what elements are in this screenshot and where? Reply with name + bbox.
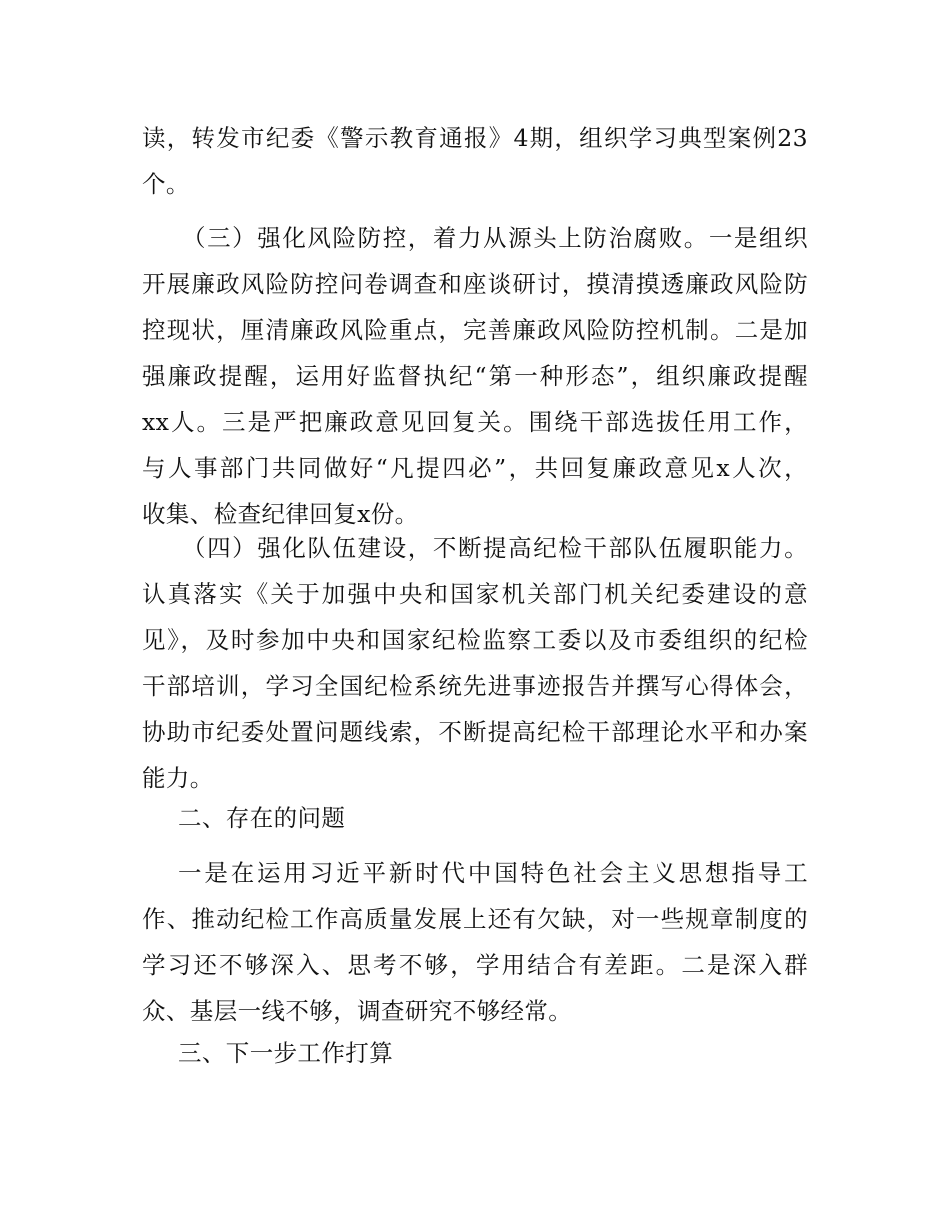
paragraph-line: 一是在运用习近平新时代中国特色社会主义思想指导工 [178, 859, 808, 887]
paragraph-line: 读，转发市纪委《警示教育通报》4期，组织学习典型案例23 [142, 124, 808, 152]
paragraph-line: xx人。三是严把廉政意见回复关。围绕干部选拔任用工作， [142, 408, 808, 436]
paragraph-line: 个。 [142, 170, 190, 198]
paragraph-continuation [142, 115, 808, 207]
paragraph-section-4 [142, 525, 808, 801]
section-heading: 二、存在的问题 [178, 804, 346, 832]
paragraph-section-3 [142, 215, 808, 537]
section-heading: 三、下一步工作打算 [178, 1039, 394, 1067]
paragraph-line: 众、基层一线不够，调查研究不够经常。 [142, 997, 573, 1025]
paragraph-line: 开展廉政风险防控问卷调查和座谈研讨，摸清摸透廉政风险防 [142, 270, 808, 298]
section-heading-next-steps [142, 1030, 808, 1076]
paragraph-line: （三）强化风险防控，着力从源头上防治腐败。一是组织 [182, 224, 808, 252]
paragraph-line: 作、推动纪检工作高质量发展上还有欠缺，对一些规章制度的 [142, 905, 808, 933]
paragraph-problems [142, 850, 808, 1034]
paragraph-line: 收集、检查纪律回复x份。 [142, 500, 419, 528]
paragraph-line: 干部培训，学习全国纪检系统先进事迹报告并撰写心得体会， [142, 672, 808, 700]
paragraph-line: 认真落实《关于加强中央和国家机关部门机关纪委建设的意 [142, 580, 808, 608]
paragraph-line: 控现状，厘清廉政风险重点，完善廉政风险防控机制。二是加 [142, 316, 808, 344]
section-heading-problems [142, 795, 808, 841]
paragraph-line: 强廉政提醒，运用好监督执纪“第一种形态”，组织廉政提醒 [142, 362, 808, 390]
paragraph-line: 协助市纪委处置问题线索，不断提高纪检干部理论水平和办案 [142, 718, 808, 746]
paragraph-line: 见》，及时参加中央和国家纪检监察工委以及市委组织的纪检 [142, 626, 808, 654]
paragraph-line: 能力。 [142, 764, 214, 792]
paragraph-line: 与人事部门共同做好“凡提四必”，共回复廉政意见x人次， [142, 454, 808, 482]
paragraph-line: 学习还不够深入、思考不够，学用结合有差距。二是深入群 [142, 951, 808, 979]
paragraph-line: （四）强化队伍建设，不断提高纪检干部队伍履职能力。 [182, 534, 808, 562]
